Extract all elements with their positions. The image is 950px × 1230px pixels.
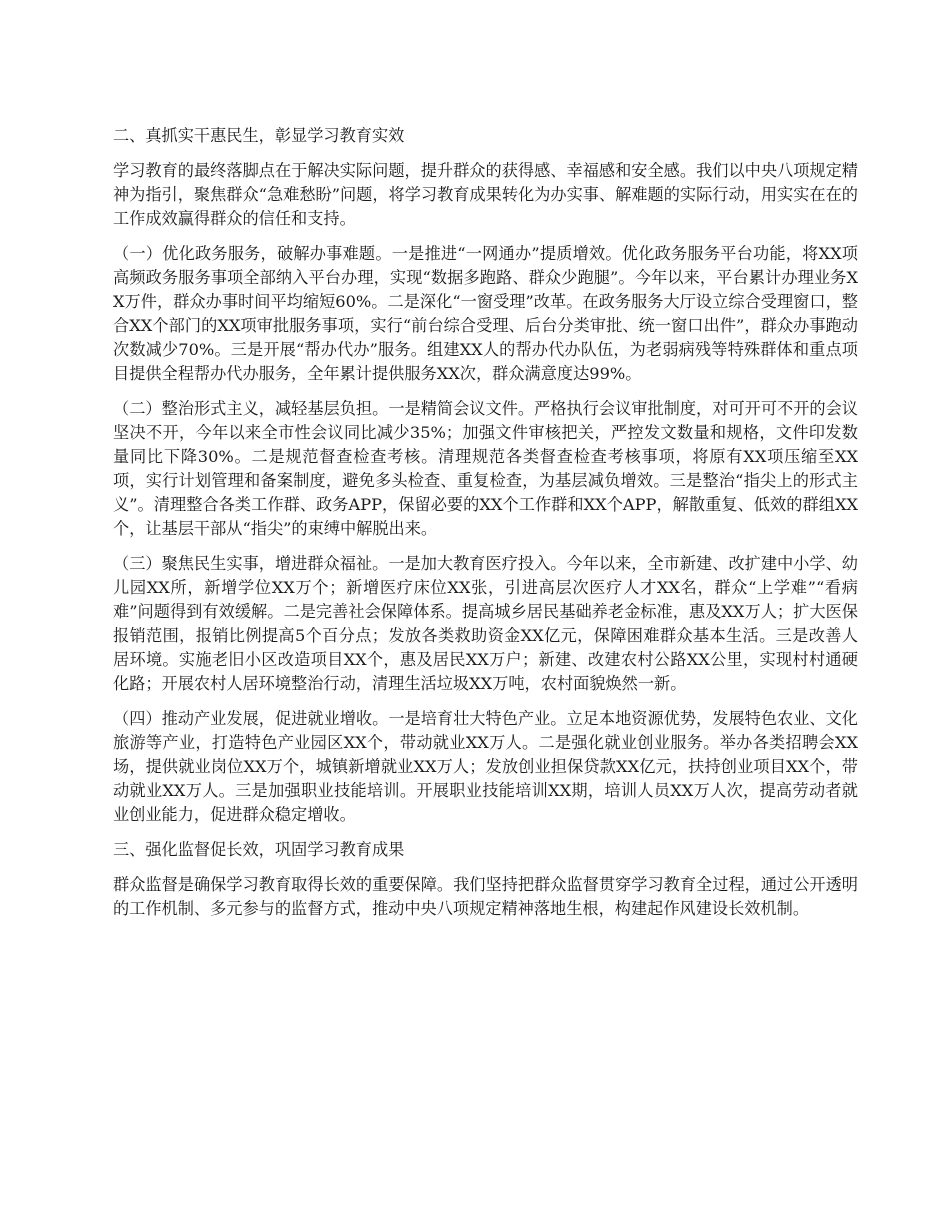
- section-heading-three: 三、强化监督促长效，巩固学习教育成果: [113, 840, 405, 859]
- paragraph-industry: （四）推动产业发展，促进就业增收。一是培育壮大特色产业。立足本地资源优势，发展特色农业、文化旅游等产业，打造特色产业园区XX个，带动就业XX万人。二是强化就业创业服务。举办各类招聘会XX场，提供就业岗位XX万个，城镇新增就业XX万人；发放创业担保贷款XX亿元，扶持创业项目XX个，带动就业XX万人。三是加强职业技能培训。开展职业技能培训XX期，培训人员XX万人次，提高劳动者就业创业能力，促进群众稳定增收。: [113, 709, 858, 824]
- paragraph-formalism: （二）整治形式主义，减轻基层负担。一是精简会议文件。严格执行会议审批制度，对可开可不开的会议坚决不开，今年以来全市性会议同比减少35%；加强文件审核把关，严控发文数量和规格，文件印发数量同比下降30%。二是规范督查检查考核。清理规范各类督查检查考核事项，将原有XX项压缩至XX项，实行计划管理和备案制度，避免多头检查、重复检查，为基层减负增效。三是整治“指尖上的形式主义”。清理整合各类工作群、政务APP，保留必要的XX个工作群和XX个APP，解散重复、低效的群组XX个，让基层干部从“指尖”的束缚中解脱出来。: [113, 399, 858, 538]
- paragraph-livelihood: （三）聚焦民生实事，增进群众福祉。一是加大教育医疗投入。今年以来，全市新建、改扩建中小学、幼儿园XX所，新增学位XX万个；新增医疗床位XX张，引进高层次医疗人才XX名，群众“上学难”“看病难”问题得到有效缓解。二是完善社会保障体系。提高城乡居民基础养老金标准，惠及XX万人；扩大医保报销范围，报销比例提高5个百分点；发放各类救助资金XX亿元，保障困难群众基本生活。三是改善人居环境。实施老旧小区改造项目XX个，惠及居民XX万户；新建、改建农村公路XX公里，实现村村通硬化路；开展农村人居环境整治行动，清理生活垃圾XX万吨，农村面貌焕然一新。: [113, 554, 858, 693]
- document-body: [113, 124, 858, 932]
- paragraph-intro: 学习教育的最终落脚点在于解决实际问题，提升群众的获得感、幸福感和安全感。我们以中央八项规定精神为指引，聚焦群众“急难愁盼”问题，将学习教育成果转化为办实事、解难题的实际行动，用实实在在的工作成效赢得群众的信任和支持。: [113, 161, 858, 228]
- section-heading-two: 二、真抓实干惠民生，彰显学习教育实效: [113, 126, 405, 145]
- paragraph-gov-service: （一）优化政务服务，破解办事难题。一是推进“一网通办”提质增效。优化政务服务平台功能，将XX项高频政务服务事项全部纳入平台办理，实现“数据多跑路、群众少跑腿”。今年以来，平台累计办理业务XX万件，群众办事时间平均缩短60%。二是深化“一窗受理”改革。在政务服务大厅设立综合受理窗口，整合XX个部门的XX项审批服务事项，实行“前台综合受理、后台分类审批、统一窗口出件”，群众办事跑动次数减少70%。三是开展“帮办代办”服务。组建XX人的帮办代办队伍，为老弱病残等特殊群体和重点项目提供全程帮办代办服务，全年累计提供服务XX次，群众满意度达99%。: [113, 244, 858, 383]
- paragraph-supervision: 群众监督是确保学习教育取得长效的重要保障。我们坚持把群众监督贯穿学习教育全过程，通过公开透明的工作机制、多元参与的监督方式，推动中央八项规定精神落地生根，构建起作风建设长效机制。: [113, 875, 858, 918]
